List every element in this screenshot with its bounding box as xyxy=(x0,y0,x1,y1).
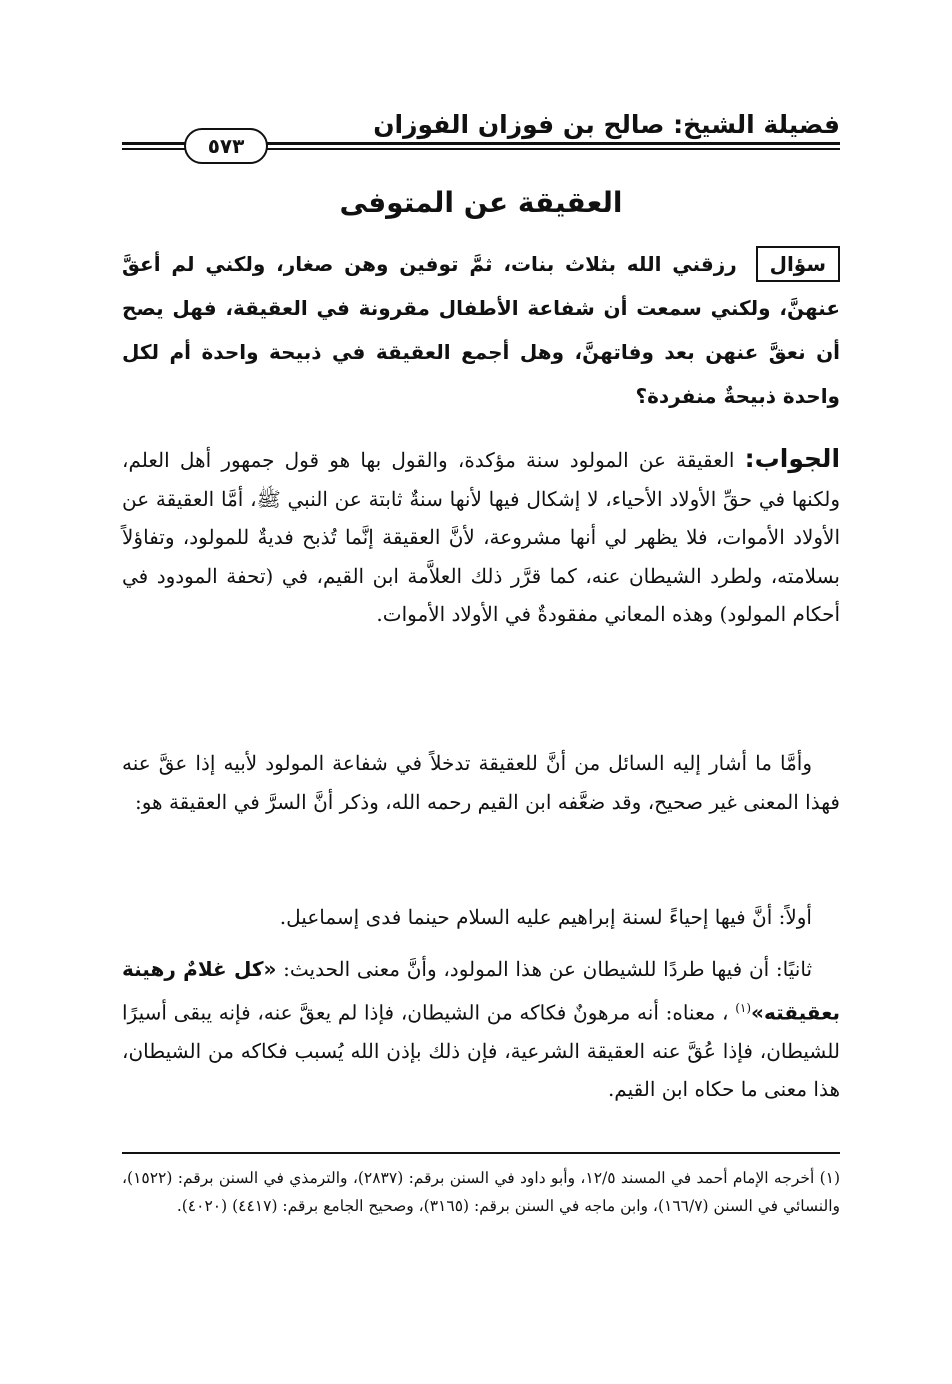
second-point-text: ، معناه: أنه مرهونٌ فكاكه من الشيطان، فإذا لم يعقَّ عنه، فإنه يبقى أسيرًا للشيطان، فإذا عُقَّ عنه العقيقة الشرعية، فإن ذلك بإذن الله يُسبب فكاكه من الشيطان، هذا معنى ما حكاه ابن القيم. xyxy=(122,1000,840,1102)
question-label: سؤال xyxy=(756,246,840,282)
question-block xyxy=(122,242,840,418)
paragraph: وأمَّا ما أشار إليه السائل من أنَّ للعقيقة تدخلاً في شفاعة المولود لأبيه إذا عقَّ عنه فهذا المعنى غير صحيح، وقد ضعَّفه ابن القيم رحمه الله، وذكر أنَّ السرَّ في العقيقة هو: xyxy=(122,751,840,814)
question-text: رزقني الله بثلاث بنات، ثمَّ توفين وهن صغار، ولكني لم أعقَّ عنهنَّ، ولكني سمعت أن شفاعة الأطفال مقرونة في العقيقة، فهل يصح أن نعقَّ عنهن بعد وفاتهنَّ، وهل أجمع العقيقة في ذبيحة واحدة أم لكل واحدة ذبيحةٌ منفردة؟ xyxy=(122,252,840,408)
page-number: ٥٧٣ xyxy=(184,128,268,164)
footnote-divider xyxy=(122,1152,840,1154)
running-header-title: فضيلة الشيخ: صالح بن فوزان الفوزان xyxy=(373,110,840,139)
page-header xyxy=(122,104,840,164)
answer-label: الجواب: xyxy=(744,444,841,473)
section-title: العقيقة عن المتوفى xyxy=(339,186,623,219)
footnote-ref: (١) xyxy=(735,1000,752,1015)
second-point-intro: ثانيًا: أن فيها طردًا للشيطان عن هذا المولود، وأنَّ معنى الحديث: xyxy=(283,957,813,981)
answer-text: العقيقة عن المولود سنة مؤكدة، والقول بها هو قول جمهور أهل العلم، ولكنها في حقِّ الأولاد الأحياء، لا إشكال فيها لأنها سنةٌ ثابتة عن النبي ﷺ، أمَّا العقيقة عن الأولاد الأموات، فلا يظهر لي أنها مشروعة، لأنَّ العقيقة إنَّما تُذبح فديةٌ للمولود، وتفاؤلاً بسلامته، ولطرد الشيطان عنه، كما قرَّر ذلك العلاَّمة ابن القيم، في (تحفة المودود في أحكام المولود) وهذه المعاني مفقودةٌ في الأولاد الأموات. xyxy=(122,448,841,626)
footnote: (١) أخرجه الإمام أحمد في المسند ١٢/٥، وأبو داود في السنن برقم: (٢٨٣٧)، والترمذي في السنن برقم: (١٥٢٢)، والنسائي في السنن (١٦٦/٧)، وابن ماجه في السنن برقم: (٣١٦٥)، وصحيح الجامع برقم: (٤٤١٧) (٤٠٢٠). xyxy=(122,1169,841,1215)
paragraph-second-point xyxy=(122,950,840,1109)
paragraph-first-point: أولاً: أنَّ فيها إحياءً لسنة إبراهيم عليه السلام حينما فدى إسماعيل. xyxy=(279,905,812,929)
answer-paragraph xyxy=(122,440,840,634)
hadith-quote: «كل غلامٌ رهينة بعقيقته» xyxy=(122,957,840,1025)
